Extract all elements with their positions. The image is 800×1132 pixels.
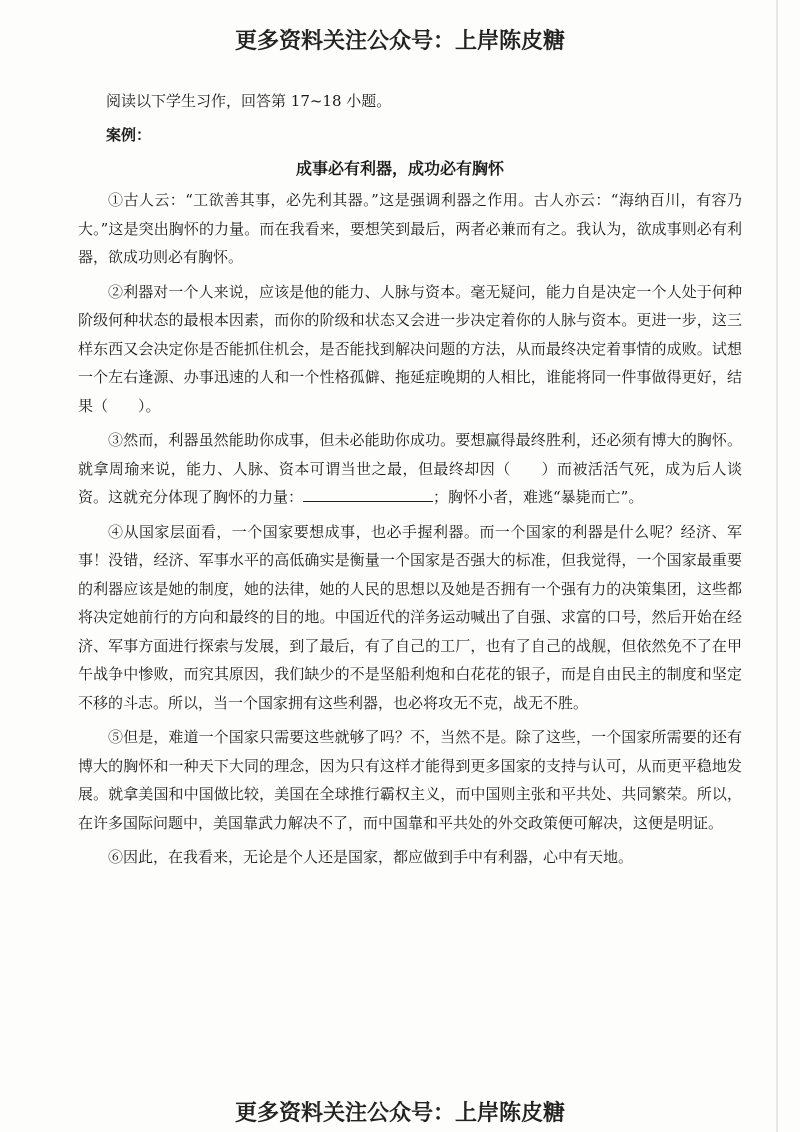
- paragraph-3-text: ③然而，利器虽然能助你成事，但未必能助你成功。要想赢得最终胜利，还必须有博大的胸怀。就拿周瑜来说，能力、人脉、资本可谓当世之最，但最终却因（ ）而被活活气死，成为后人谈资。这就充分体现了胸怀的力量：: [78, 431, 742, 506]
- header-banner: 更多资料关注公众号：上岸陈皮糖: [234, 29, 565, 54]
- paragraph-1: ①古人云：“工欲善其事，必先利其器。”这是强调利器之作用。古人亦云：“海纳百川，有容乃大。”这是突出胸怀的力量。而在我看来，要想笑到最后，两者必兼而有之。我认为，欲成事则必有利器，欲成功则必有胸怀。: [78, 191, 742, 266]
- essay-body: [78, 186, 742, 878]
- paragraph-3-tail: ；胸怀小者，难逃“暴毙而亡”。: [433, 488, 644, 506]
- reading-instruction: 阅读以下学生习作，回答第 17~18 小题。: [106, 92, 392, 110]
- essay-title: 成事必有利器，成功必有胸怀: [295, 159, 504, 178]
- case-label: 案例：: [106, 126, 152, 144]
- paragraph-6: ⑥因此，在我看来，无论是个人还是国家，都应做到手中有利器，心中有天地。: [108, 848, 634, 866]
- footer-banner: 更多资料关注公众号：上岸陈皮糖: [234, 1101, 565, 1126]
- answer-blank: [303, 487, 433, 502]
- paragraph-3: [78, 426, 742, 512]
- paragraph-5: ⑤但是，难道一个国家只需要这些就够了吗？不，当然不是。除了这些，一个国家所需要的还有博大的胸怀和一种天下大同的理念，因为只有这样才能得到更多国家的支持与认可，从而更平稳地发展。就拿美国和中国做比较，美国在全球推行霸权主义，而中国则主张和平共处、共同繁荣。所以，在许多国际问题中，美国靠武力解决不了，而中国靠和平共处的外交政策便可解决，这便是明证。: [78, 728, 742, 832]
- paragraph-2: ②利器对一个人来说，应该是他的能力、人脉与资本。毫无疑问，能力自是决定一个人处于何种阶级何种状态的最根本因素，而你的阶级和状态又会进一步决定着你的人脉与资本。更进一步，这三样东西又会决定你是否能抓住机会，是否能找到解决问题的方法，从而最终决定着事情的成败。试想一个左右逢源、办事迅速的人和一个性格孤僻、拖延症晚期的人相比，谁能将同一件事做得更好，结果（ ）。: [78, 282, 742, 415]
- paragraph-4: ④从国家层面看，一个国家要想成事，也必手握利器。而一个国家的利器是什么呢？经济、军事！没错，经济、军事水平的高低确实是衡量一个国家是否强大的标准，但我觉得，一个国家最重要的利器应该是她的制度，她的法律，她的人民的思想以及她是否拥有一个强有力的决策集团，这些都将决定她前行的方向和最终的目的地。中国近代的洋务运动喊出了自强、求富的口号，然后开始在经济、军事方面进行探索与发展，到了最后，有了自己的工厂，也有了自己的战舰，但依然免不了在甲午战争中惨败，而究其原因，我们缺少的不是坚船利炮和白花花的银子，而是自由民主的制度和坚定不移的斗志。所以，当一个国家拥有这些利器，也必将攻无不克，战无不胜。: [78, 522, 742, 712]
